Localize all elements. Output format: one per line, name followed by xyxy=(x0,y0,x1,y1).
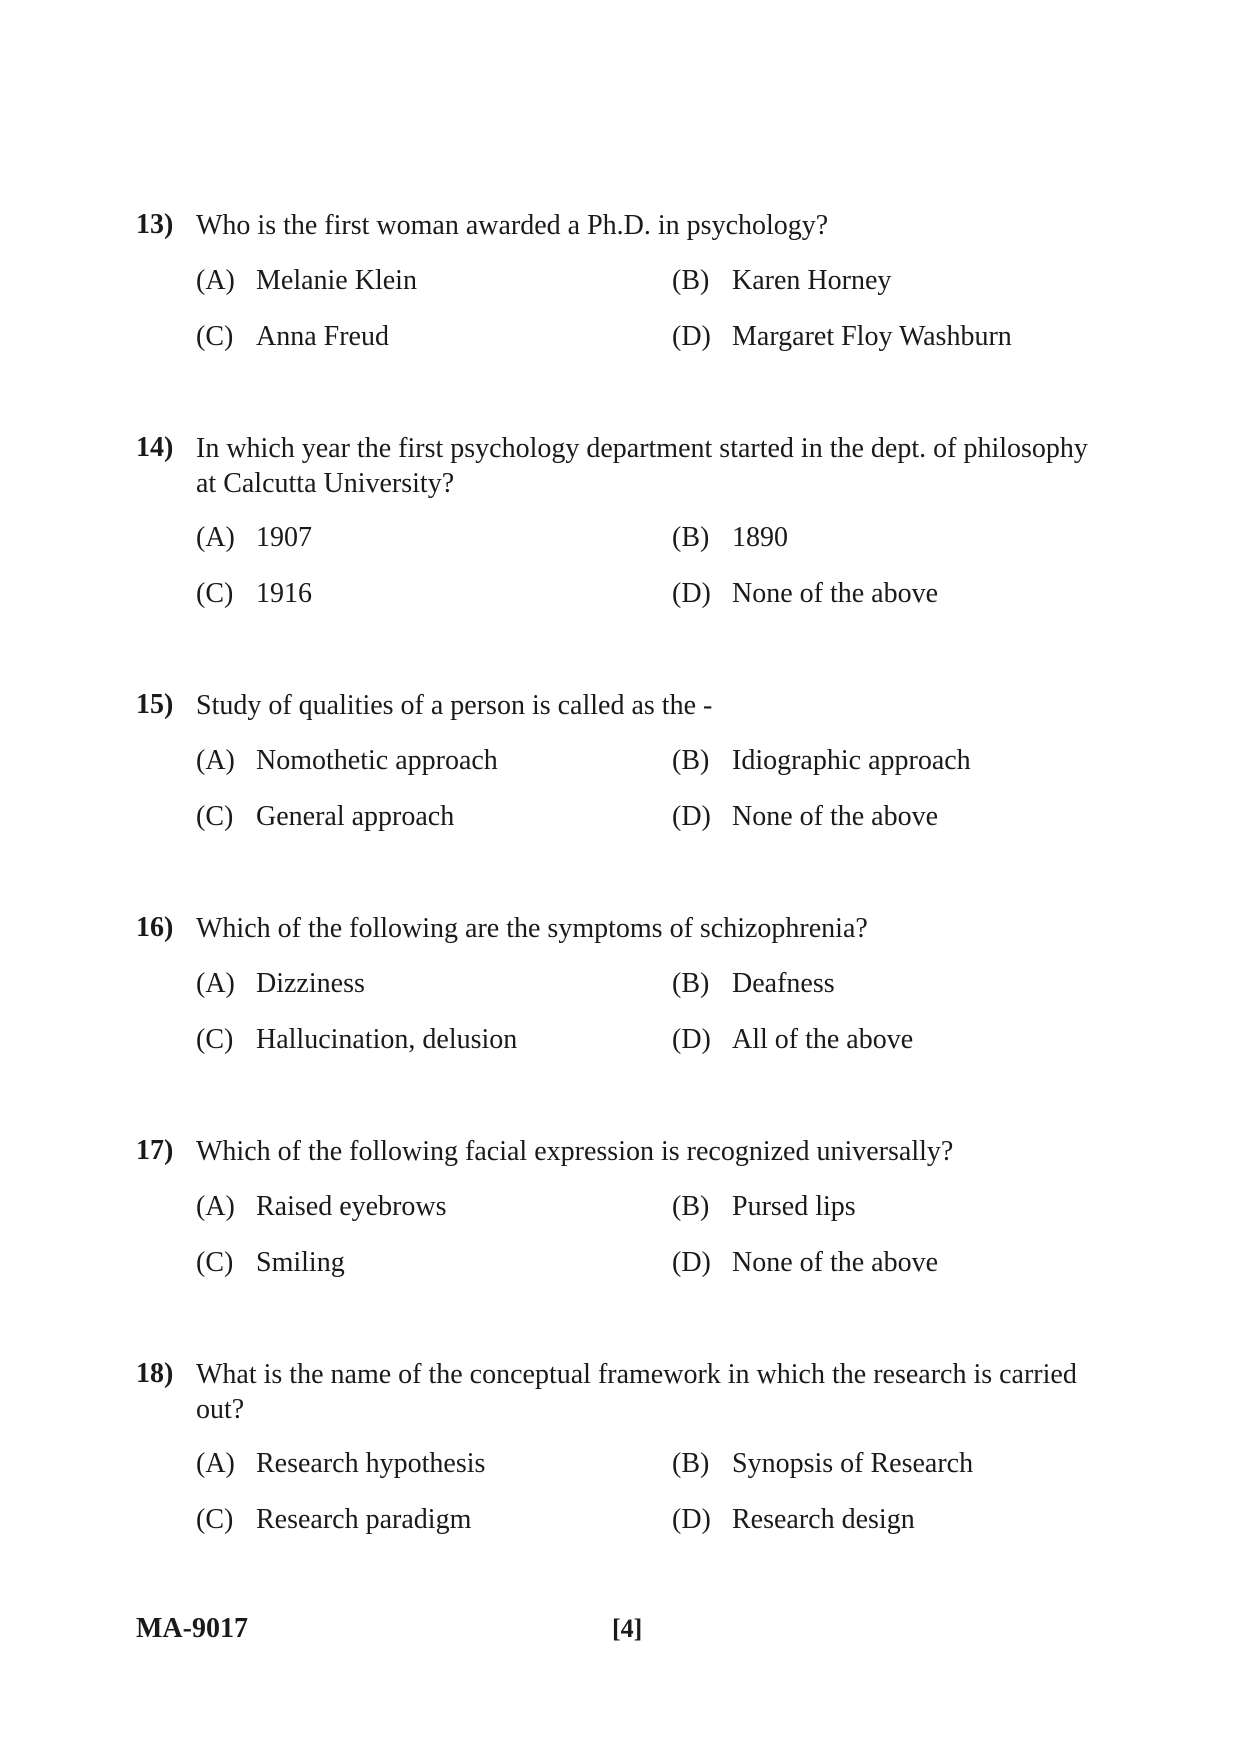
option-text: Research hypothesis xyxy=(256,1448,486,1479)
option-15-a xyxy=(196,744,498,778)
option-text: Karen Horney xyxy=(732,265,892,296)
question-text: In which year the first psychology department started in the dept. of philosophy at Calcutta University? xyxy=(196,433,1088,499)
option-text: Deafness xyxy=(732,968,835,999)
option-label: (A) xyxy=(196,522,235,553)
option-15-d xyxy=(672,800,938,834)
option-text: Margaret Floy Washburn xyxy=(732,321,1012,352)
option-label: (D) xyxy=(672,801,711,832)
option-text: Research design xyxy=(732,1504,915,1535)
option-text: Dizziness xyxy=(256,968,365,999)
option-17-a xyxy=(196,1190,447,1224)
question-number: 17) xyxy=(136,1135,174,1166)
option-18-b xyxy=(672,1447,973,1481)
question-text: Which of the following are the symptoms of schizophrenia? xyxy=(196,913,868,944)
option-label: (C) xyxy=(196,578,234,609)
option-label: (D) xyxy=(672,1024,711,1055)
option-16-c xyxy=(196,1023,517,1057)
option-label: (D) xyxy=(672,1504,711,1535)
option-14-d xyxy=(672,577,938,611)
option-label: (C) xyxy=(196,1024,234,1055)
option-13-b xyxy=(672,264,891,298)
option-text: Idiographic approach xyxy=(732,745,971,776)
option-14-a xyxy=(196,521,312,555)
option-label: (A) xyxy=(196,1448,235,1479)
option-17-c xyxy=(196,1246,345,1280)
option-text: Raised eyebrows xyxy=(256,1191,447,1222)
option-text: Synopsis of Research xyxy=(732,1448,974,1479)
option-label: (C) xyxy=(196,1504,234,1535)
option-text: Research paradigm xyxy=(256,1504,472,1535)
option-13-c xyxy=(196,320,389,354)
option-13-a xyxy=(196,264,417,298)
question-number: 15) xyxy=(136,689,174,720)
option-text: General approach xyxy=(256,801,455,832)
option-18-d xyxy=(672,1503,915,1537)
option-text: Anna Freud xyxy=(256,321,389,352)
option-17-d xyxy=(672,1246,938,1280)
option-label: (B) xyxy=(672,1191,710,1222)
option-18-a xyxy=(196,1447,485,1481)
option-label: (A) xyxy=(196,968,235,999)
question-text: Which of the following facial expression is recognized universally? xyxy=(196,1136,954,1167)
option-14-b xyxy=(672,521,788,555)
option-label: (B) xyxy=(672,265,710,296)
question-number: 14) xyxy=(136,432,174,463)
option-text: Melanie Klein xyxy=(256,265,417,296)
option-label: (D) xyxy=(672,1247,711,1278)
option-label: (C) xyxy=(196,321,234,352)
option-text: All of the above xyxy=(732,1024,914,1055)
option-label: (B) xyxy=(672,968,710,999)
option-16-d xyxy=(672,1023,913,1057)
option-text: Nomothetic approach xyxy=(256,745,498,776)
option-text: None of the above xyxy=(732,801,939,832)
option-17-b xyxy=(672,1190,856,1224)
option-15-c xyxy=(196,800,454,834)
option-label: (D) xyxy=(672,578,711,609)
option-label: (A) xyxy=(196,1191,235,1222)
option-14-c xyxy=(196,577,312,611)
option-13-d xyxy=(672,320,1012,354)
question-text: Study of qualities of a person is called as the - xyxy=(196,690,713,721)
option-text: 1916 xyxy=(256,578,312,609)
option-text: None of the above xyxy=(732,578,939,609)
option-label: (D) xyxy=(672,321,711,352)
option-label: (A) xyxy=(196,745,235,776)
option-text: None of the above xyxy=(732,1247,939,1278)
option-label: (B) xyxy=(672,522,710,553)
question-text: Who is the first woman awarded a Ph.D. in psychology? xyxy=(196,210,829,241)
paper-code: MA-9017 xyxy=(136,1613,248,1644)
option-16-b xyxy=(672,967,835,1001)
option-18-c xyxy=(196,1503,471,1537)
option-label: (A) xyxy=(196,265,235,296)
option-text: Smiling xyxy=(256,1247,345,1278)
option-label: (C) xyxy=(196,801,234,832)
option-16-a xyxy=(196,967,365,1001)
option-text: 1907 xyxy=(256,522,312,553)
option-label: (C) xyxy=(196,1247,234,1278)
option-label: (B) xyxy=(672,745,710,776)
option-text: Hallucination, delusion xyxy=(256,1024,518,1055)
question-number: 16) xyxy=(136,912,174,943)
option-text: Pursed lips xyxy=(732,1191,856,1222)
option-text: 1890 xyxy=(732,522,788,553)
question-text: What is the name of the conceptual framework in which the research is carried out? xyxy=(196,1359,1077,1425)
question-number: 18) xyxy=(136,1358,174,1389)
page-number: [4] xyxy=(612,1614,643,1643)
question-number: 13) xyxy=(136,209,174,240)
option-label: (B) xyxy=(672,1448,710,1479)
option-15-b xyxy=(672,744,971,778)
